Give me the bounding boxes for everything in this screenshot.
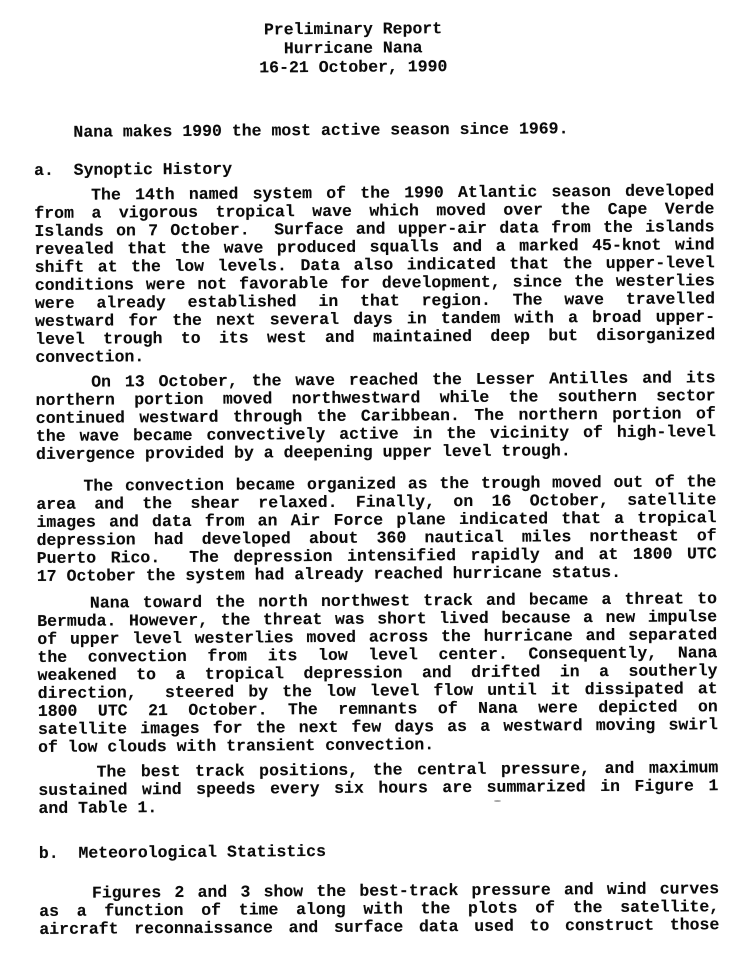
para-lesser-antilles-line-3: continued westward through the Caribbean. The northern portion of bbox=[35, 404, 716, 428]
section-b-heading-line-1: b. Meteorological Statistics bbox=[38, 841, 327, 863]
para-bermuda-threat-line-3: of upper level westerlies moved across the hurricane and separated bbox=[37, 625, 718, 649]
para-organization-line-2: area and the shear relaxed. Finally, on 16 October, satellite bbox=[36, 490, 717, 514]
para-bermuda-threat-line-2: Bermuda. However, the threat was short lived because a new impulse bbox=[37, 607, 718, 631]
para-organization-line-1: The convection became organized as the trough moved out of the bbox=[36, 472, 717, 496]
para-organization bbox=[36, 473, 717, 586]
para-lesser-antilles-line-2: northern portion moved northwestward while the southern sector bbox=[35, 386, 716, 410]
para-bermuda-threat-line-5: weakened to a tropical depression and drifted in a southerly bbox=[37, 661, 718, 685]
para-bermuda-threat-line-8: satellite images for the next few days as a westward moving swirl bbox=[37, 715, 718, 739]
para-bermuda-threat bbox=[37, 590, 718, 757]
para-best-track-line-1: The best track positions, the central pressure, and maximum bbox=[38, 758, 719, 782]
para-organization-line-5: Puerto Rico. The depression intensified rapidly and at 1800 UTC bbox=[36, 544, 717, 568]
para-best-track bbox=[38, 759, 718, 818]
para-bermuda-threat-line-9: of low clouds with transient convection. bbox=[37, 735, 435, 757]
section-b-heading bbox=[39, 840, 719, 863]
para-figures-line-2: as a function of time along with the plots of the satellite, bbox=[39, 897, 720, 921]
document-content bbox=[33, 17, 719, 939]
para-best-track-line-3: and Table 1. bbox=[38, 798, 158, 818]
para-figures-line-3: aircraft reconnaissance and surface data used to construct those bbox=[39, 915, 720, 939]
para-wave-origin bbox=[34, 182, 715, 367]
para-figures-line-1: Figures 2 and 3 show the best-track pressure and wind curves bbox=[39, 879, 720, 903]
intro-sentence bbox=[34, 119, 714, 142]
para-wave-origin-line-1: The 14th named system of the 1990 Atlantic season developed bbox=[34, 181, 715, 205]
para-wave-origin-line-8: westward for the next several days in tandem with a broad upper- bbox=[35, 307, 716, 331]
para-wave-origin-line-4: revealed that the wave produced squalls and a marked 45-knot wind bbox=[34, 235, 715, 259]
para-bermuda-threat-line-7: 1800 UTC 21 October. The remnants of Nana were depicted on bbox=[37, 697, 718, 721]
para-lesser-antilles-line-4: the wave became convectively active in the vicinity of high-level bbox=[35, 422, 716, 446]
para-wave-origin-line-5: shift at the low levels. Data also indicated that the upper-level bbox=[34, 253, 715, 277]
section-a-heading-line-1: a. Synoptic History bbox=[33, 159, 233, 180]
para-lesser-antilles-line-1: On 13 October, the wave reached the Lesser Antilles and its bbox=[35, 368, 716, 392]
para-wave-origin-line-2: from a vigorous tropical wave which moved over the Cape Verde bbox=[34, 199, 715, 223]
section-a-heading bbox=[34, 157, 714, 180]
para-wave-origin-line-6: conditions were not favorable for development, since the westerlies bbox=[34, 271, 715, 295]
para-organization-line-6: 17 October the system had already reached hurricane status. bbox=[36, 562, 622, 586]
para-lesser-antilles-line-5: divergence provided by a deepening upper level trough. bbox=[35, 441, 571, 464]
report-title-line-3: 16-21 October, 1990 bbox=[259, 57, 448, 78]
para-wave-origin-line-9: level trough to its west and maintained deep but disorganized bbox=[35, 325, 716, 349]
para-organization-line-4: depression had developed about 360 nautical miles northeast of bbox=[36, 526, 717, 550]
intro-sentence-line-1: Nana makes 1990 the most active season since 1969. bbox=[33, 119, 569, 142]
para-wave-origin-line-7: were already established in that region. The wave travelled bbox=[34, 289, 716, 313]
para-wave-origin-line-10: convection. bbox=[35, 347, 145, 367]
para-organization-line-3: images and data from an Air Force plane indicated that a tropical bbox=[36, 508, 717, 532]
para-wave-origin-line-3: Islands on 7 October. Surface and upper-air data from the islands bbox=[34, 217, 715, 241]
para-bermuda-threat-line-4: the convection from its low level center. Consequently, Nana bbox=[37, 643, 718, 667]
report-title-line-1: Preliminary Report bbox=[263, 19, 443, 40]
para-bermuda-threat-line-1: Nana toward the north northwest track and became a threat to bbox=[36, 589, 718, 613]
report-title-line-2: Hurricane Nana bbox=[283, 38, 423, 59]
report-title bbox=[13, 17, 693, 79]
para-bermuda-threat-line-6: direction, steered by the low level flow until it dissipated at bbox=[37, 679, 718, 703]
para-best-track-line-2: sustained wind speeds every six hours are summarized in Figure 1 bbox=[38, 776, 719, 800]
para-figures bbox=[39, 880, 719, 939]
para-lesser-antilles bbox=[35, 369, 716, 464]
